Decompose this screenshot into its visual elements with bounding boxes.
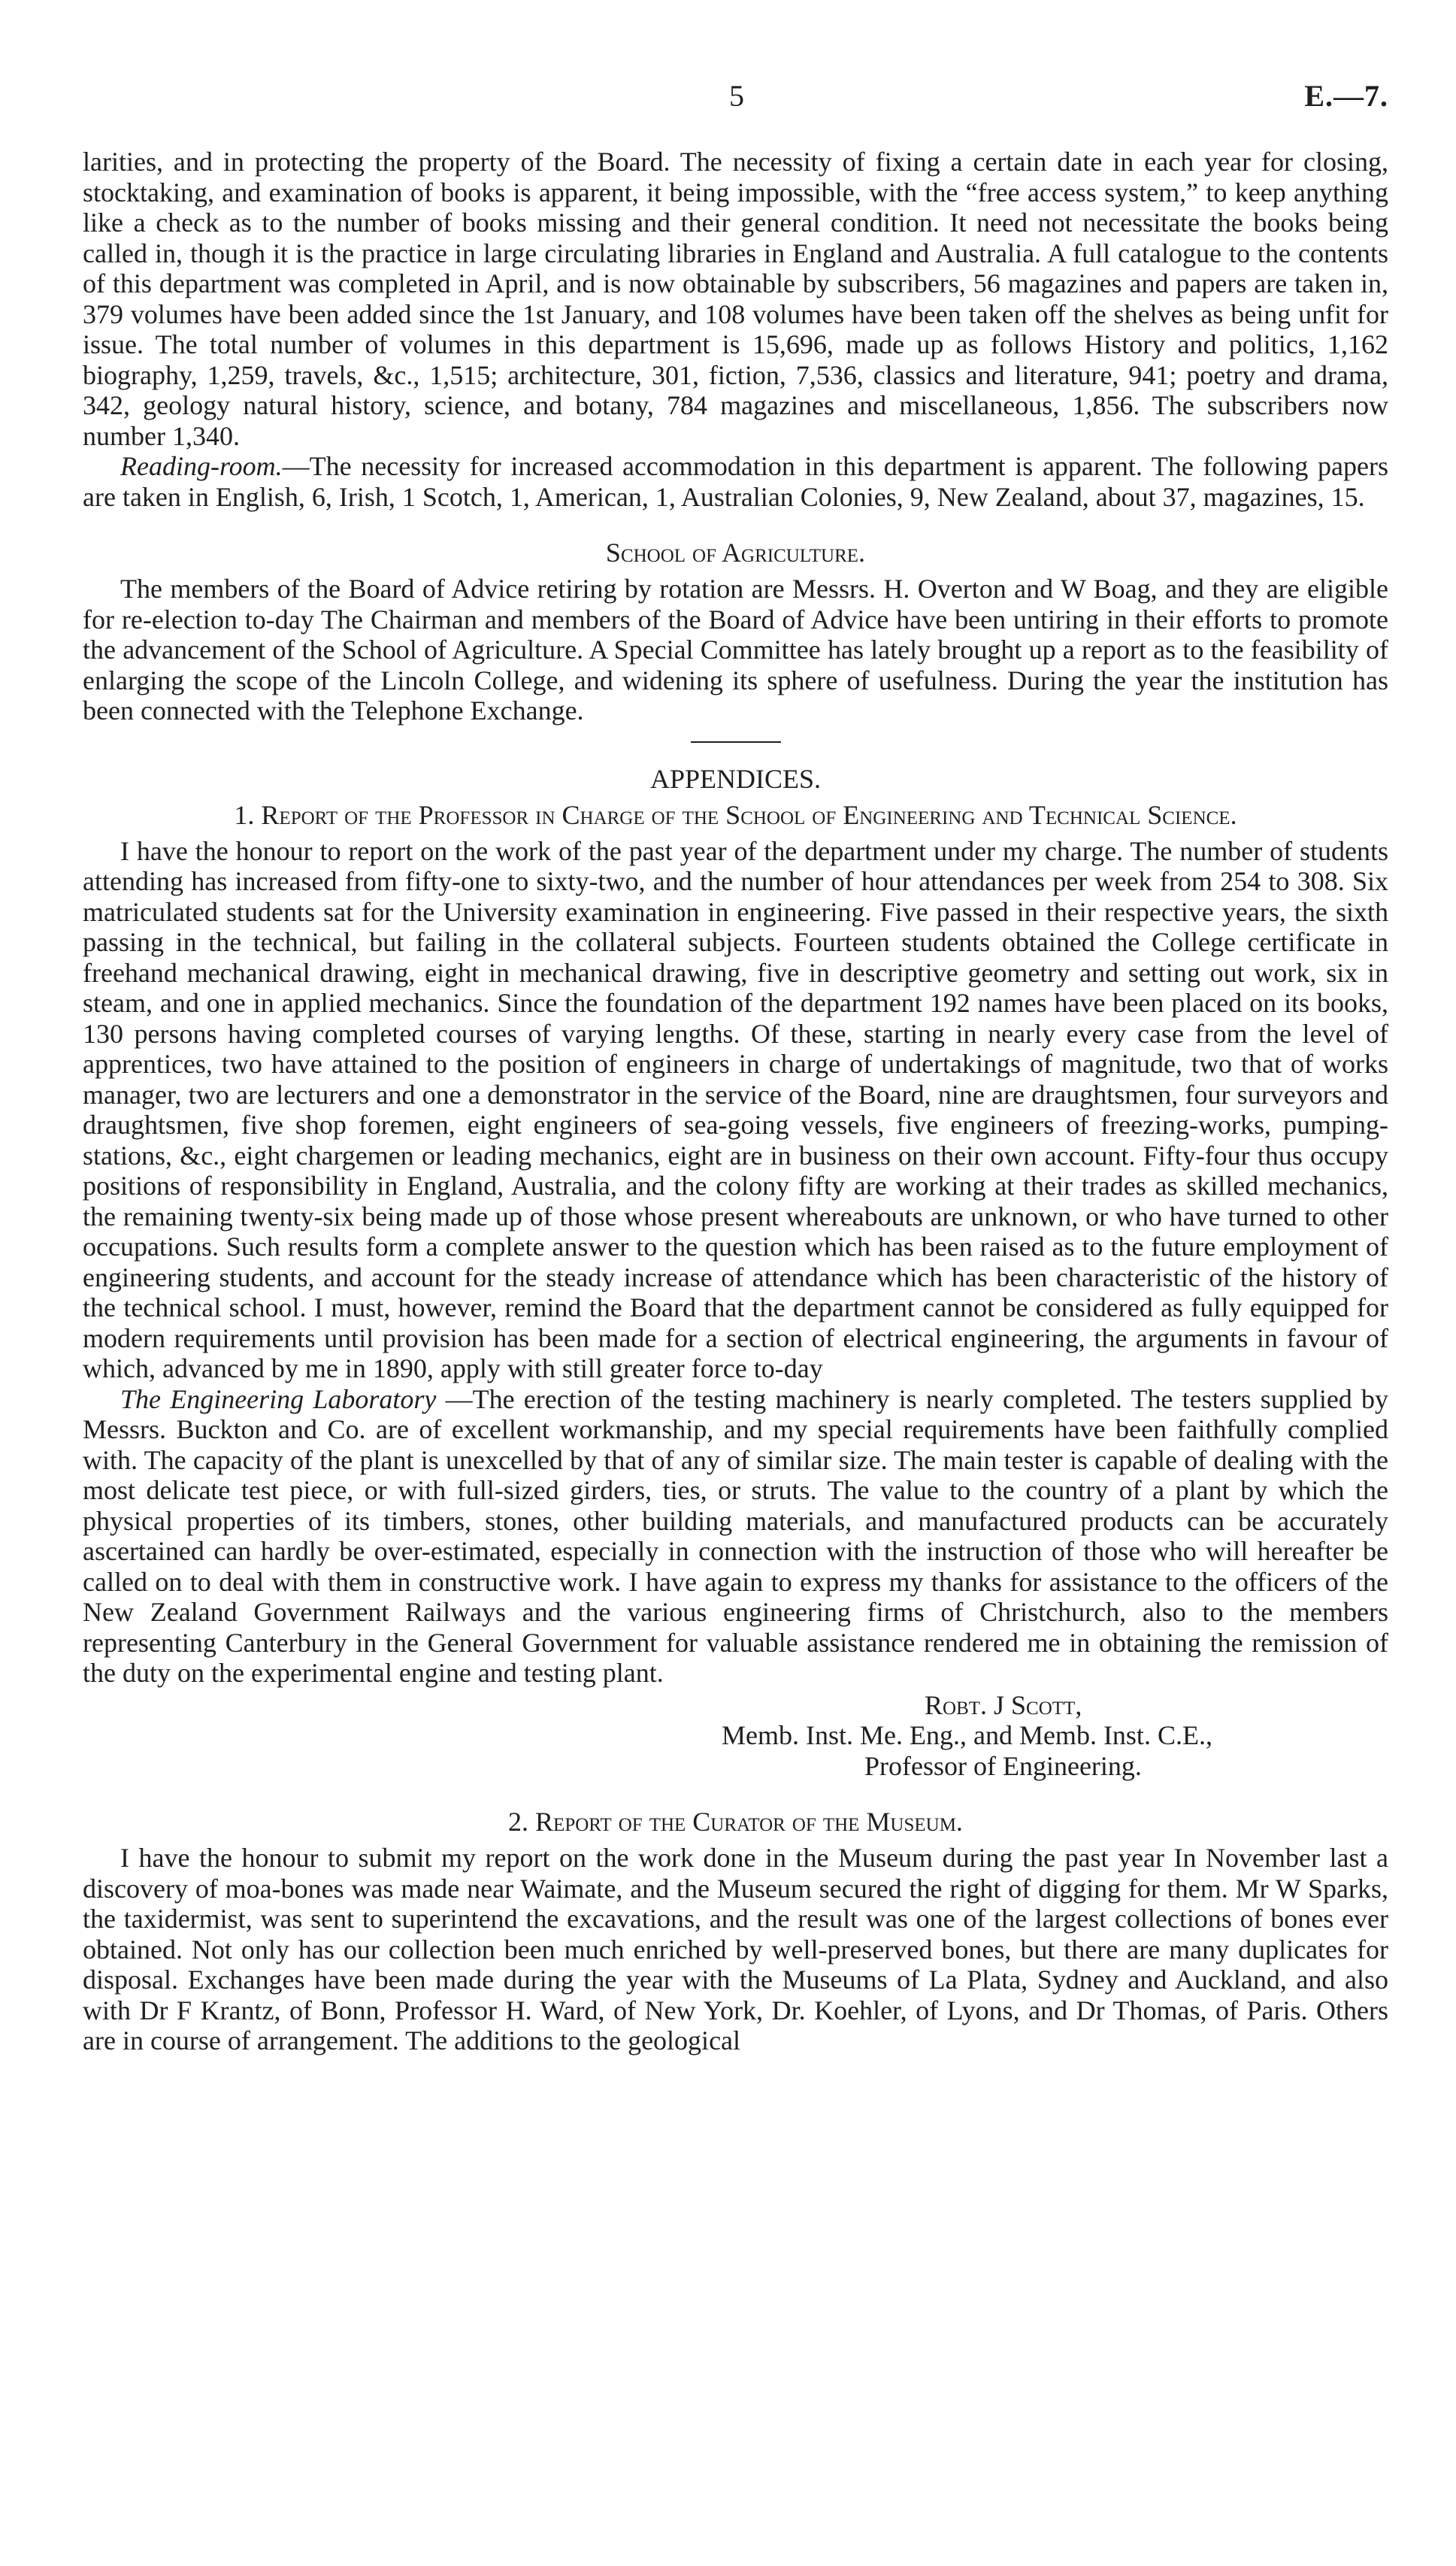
engineering-report-heading: 1. Report of the Professor in Charge of the School of Engineering and Technical Science. xyxy=(234,799,1237,830)
engineering-signature xyxy=(83,1690,1388,1782)
library-section xyxy=(83,147,1388,512)
engineering-laboratory-paragraph xyxy=(83,1384,1388,1689)
reading-room-paragraph xyxy=(83,451,1388,512)
agriculture-heading: School of Agriculture. xyxy=(605,538,866,568)
museum-report-paragraph: I have the honour to submit my report on the work done in the Museum during the past year In November last a discovery of moa-bones was made near Waimate, and the Museum secured the right of digging for them. Mr W Sparks, the taxidermist, was sent to superintend the excavations, and the result was one of the largest collections of bones ever obtained. Not only has our collection been much enriched by well-preserved bones, but there are many duplicates for disposal. Exchanges have been made during the year with the Museums of La Plata, Sydney and Auckland, and also with Dr F Krantz, of Bonn, Professor H. Ward, of New York, Dr. Koehler, of Lyons, and Dr Thomas, of Paris. Others are in course of arrangement. The additions to the geological xyxy=(83,1843,1388,2056)
signature-title: Memb. Inst. Me. Eng., and Memb. Inst. C.E., xyxy=(722,1720,1212,1750)
appendices-heading: APPENDICES. xyxy=(649,763,822,794)
signature-name: Robt. J Scott, xyxy=(925,1689,1082,1720)
page-header xyxy=(83,68,1388,147)
signature-role: Professor of Engineering. xyxy=(864,1750,1142,1781)
page-number: 5 xyxy=(729,79,744,113)
agriculture-section xyxy=(83,538,1388,726)
agriculture-paragraph: The members of the Board of Advice retiring by rotation are Messrs. H. Overton and W Boag, and they are eligible for re-election to-day The Chairman and members of the Board of Advice have been untiring in their efforts to promote the advancement of the School of Agriculture. A Special Committee has lately brought up a report as to the feasibility of enlarging the scope of the Lincoln College, and widening its sphere of usefulness. During the year the institution has been connected with the Telephone Exchange. xyxy=(83,574,1388,726)
engineering-report-paragraph: I have the honour to report on the work of the past year of the department under my charge. The number of students attending has increased from fifty-one to sixty-two, and the number of hour attendances per week from 254 to 308. Six matriculated students sat for the University examination in engineering. Five passed in their respective years, the sixth passing in the technical, but failing in the collateral subjects. Fourteen students obtained the College certificate in freehand mechanical drawing, eight in mechanical drawing, five in descriptive geometry and setting out work, six in steam, and one in applied mechanics. Since the foundation of the department 192 names have been placed on its books, 130 persons having completed courses of varying lengths. Of these, starting in nearly every case from the level of apprentices, two have attained to the position of engineers in charge of undertakings of magnitude, two that of works manager, two are lecturers and one a demonstrator in the service of the Board, nine are draughtsmen, four surveyors and draughtsmen, five shop foremen, eight engineers of sea-going vessels, five engineers of freezing-works, pumping-stations, &c., eight chargemen or leading mechanics, eight are in business on their own account. Fifty-four thus occupy positions of responsibility in England, Australia, and the colony fifty are working at their trades as skilled mechanics, the remaining twenty-six being made up of those whose present whereabouts are unknown, or who have turned to other occupations. Such results form a complete answer to the question which has been raised as to the future employment of engineering students, and account for the steady increase of attendance which has been characteristic of the history of the technical school. I must, however, remind the Board that the department cannot be considered as fully equipped for modern requirements until provision has been made for a section of electrical engineering, the arguments in favour of which, advanced by me in 1890, apply with still greater force to-day xyxy=(83,835,1388,1383)
library-paragraph: larities, and in protecting the property of the Board. The necessity of fixing a certain date in each year for closing, stocktaking, and examination of books is apparent, it being impossible, with the “free access system,” to keep anything like a check as to the number of books missing and their general condition. It need not necessitate the books being called in, though it is the practice in large circulating libraries in England and Australia. A full catalogue to the contents of this department was completed in April, and is now obtainable by subscribers, 56 magazines and papers are taken in, 379 volumes have been added since the 1st January, and 108 volumes have been taken off the shelves as being unfit for issue. The total number of volumes in this department is 15,696, made up as follows History and politics, 1,162 biography, 1,259, travels, &c., 1,515; architecture, 301, fiction, 7,536, classics and literature, 941; poetry and drama, 342, geology natural history, science, and botany, 784 magazines and miscellaneous, 1,856. The subscribers now number 1,340. xyxy=(83,147,1388,451)
engineering-laboratory-text: —The erection of the testing machinery is nearly completed. The testers supplied by Messrs. Buckton and Co. are of excellent workmanship, and my special requirements have been faithfully complied with. The capacity of the plant is unexcelled by that of any of similar size. The main tester is capable of dealing with the most delicate test piece, or with full-sized girders, ties, or struts. The value to the country of a plant by which the physical properties of its timbers, stones, other building materials, and manufactured products can be accurately ascertained can hardly be over-estimated, especially in connection with the instruction of those who will hereafter be called on to deal with them in constructive work. I have again to express my thanks for assistance to the officers of the New Zealand Government Railways and the various engineering firms of Christchurch, also to the members representing Canterbury in the General Government for valuable assistance rendered me in obtaining the remission of the duty on the experimental engine and testing plant. xyxy=(83,1383,1388,1688)
reading-room-text: —The necessity for increased accommodation in this department is apparent. The following papers are taken in English, 6, Irish, 1 Scotch, 1, American, 1, Australian Colonies, 9, New Zealand, about 37, magazines, 15. xyxy=(83,451,1388,512)
engineering-laboratory-label: The Engineering Laboratory xyxy=(120,1383,437,1414)
reading-room-label: Reading-room. xyxy=(120,451,283,481)
appendices-section xyxy=(83,764,1388,2056)
document-reference: E.—7. xyxy=(1304,79,1388,113)
museum-report-heading: 2. Report of the Curator of the Museum. xyxy=(508,1807,963,1837)
section-divider xyxy=(691,741,781,743)
